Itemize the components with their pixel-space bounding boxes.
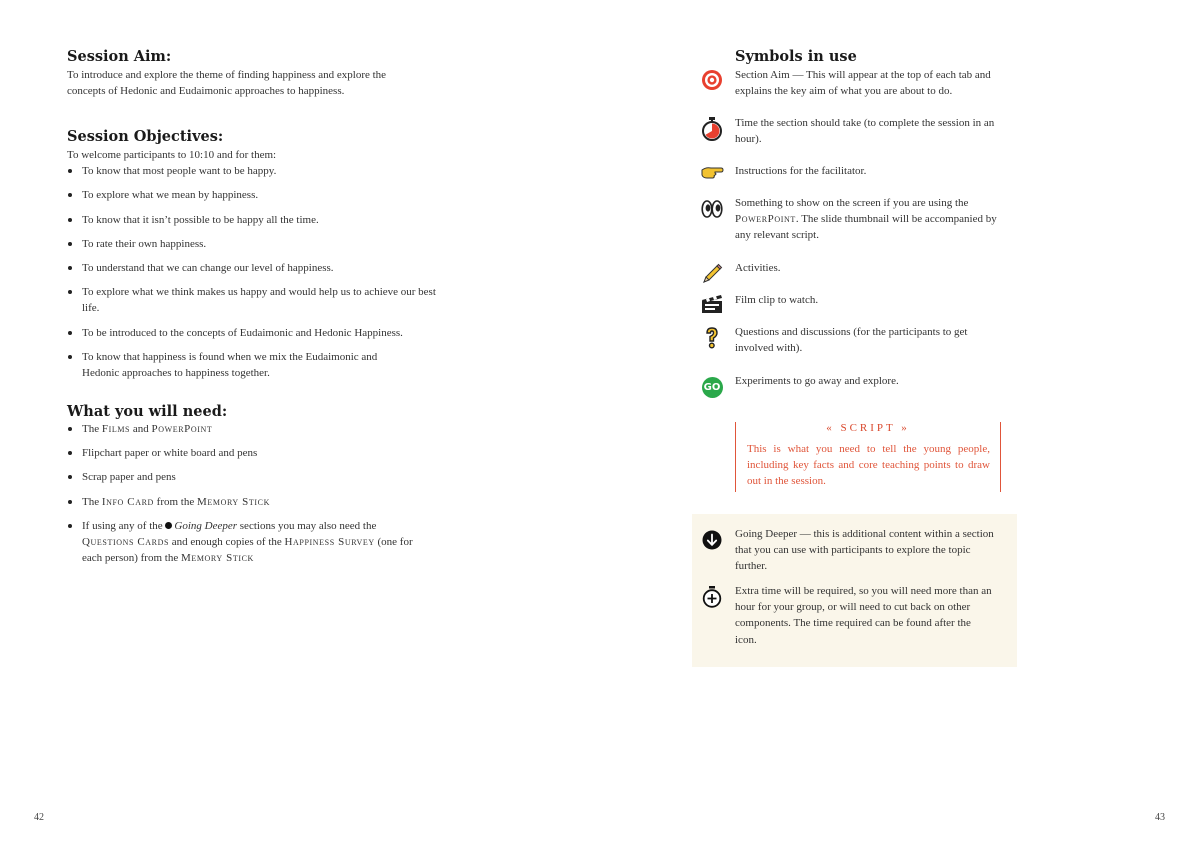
session-aim-heading: Session Aim:	[67, 48, 172, 65]
session-aim-section	[67, 48, 437, 99]
bullet-dot	[68, 242, 72, 246]
symbol-text: Questions and discussions (for the participants to get involved with).	[735, 326, 968, 355]
symbol-text: Instructions for the facilitator.	[735, 165, 867, 177]
symbol-text: Section Aim — This will appear at the top of each tab and explains the key aim of what you are about to do.	[735, 69, 991, 98]
session-objectives-heading: Session Objectives:	[67, 128, 224, 145]
objective-item: To understand that we can change our level of happiness.	[67, 260, 437, 276]
what-you-need-heading: What you will need:	[67, 403, 228, 420]
bullet-dot	[68, 218, 72, 222]
bullet-dot	[68, 451, 72, 455]
pencil-icon	[700, 262, 724, 286]
script-title: « SCRIPT »	[826, 422, 910, 434]
bullet-dot	[68, 427, 72, 431]
materials-item: Flipchart paper or white board and pens	[67, 445, 437, 461]
objective-item: To explore what we mean by happiness.	[67, 187, 437, 203]
going-deeper-panel	[692, 514, 1017, 667]
bullet-dot	[68, 331, 72, 335]
pointing-hand-icon	[700, 160, 724, 184]
symbol-text: Extra time will be required, so you will need more than an hour for your group, or will need to cut back on other components. The time required can be found after the icon.	[735, 585, 992, 646]
symbol-text: Time the section should take (to complete the session in an hour).	[735, 117, 995, 146]
bullet-dot	[68, 500, 72, 504]
bullet-dot	[68, 290, 72, 294]
symbol-text: Activities.	[735, 262, 781, 274]
objectives-list	[67, 163, 437, 381]
stopwatch-plus-icon	[700, 585, 724, 609]
session-objectives-section	[67, 128, 437, 389]
bullet-dot	[68, 266, 72, 270]
objective-item: To know that it isn’t possible to be happy all the time.	[67, 212, 437, 228]
what-you-need-section	[67, 403, 437, 574]
symbols-heading: Symbols in use	[735, 48, 857, 65]
bullet-dot	[68, 193, 72, 197]
bullet-dot	[68, 355, 72, 359]
go-icon-label: GO	[702, 377, 723, 398]
objectives-intro: To welcome participants to 10:10 and for them:	[67, 149, 277, 161]
page-number-left: 42	[34, 812, 44, 823]
bullet-dot	[68, 169, 72, 173]
arrow-down-circle-icon	[700, 528, 724, 552]
clapperboard-icon	[700, 292, 724, 316]
objective-item: To explore what we think makes us happy and would help us to achieve our best life.	[67, 284, 437, 316]
bullet-dot	[68, 475, 72, 479]
materials-list	[67, 421, 437, 566]
symbol-text: Experiments to go away and explore.	[735, 375, 899, 387]
question-mark-icon	[700, 326, 724, 350]
script-text: This is what you need to tell the young people, including key facts and core teaching points to draw out in the session.	[747, 443, 990, 488]
materials-item: If using any of the Going Deeper sections you may also need the Questions Cards and enough copies of the Happiness Survey (one for each person) from the Memory Stick	[67, 518, 427, 567]
objective-item: To know that most people want to be happy.	[67, 163, 437, 179]
materials-item: The Films and PowerPoint	[67, 421, 437, 437]
materials-item: Scrap paper and pens	[67, 469, 437, 485]
go-icon	[700, 375, 724, 399]
symbol-text: Film clip to watch.	[735, 294, 819, 306]
script-box	[735, 422, 1001, 492]
page-number-right: 43	[1155, 812, 1165, 823]
eyes-icon	[700, 197, 724, 221]
symbol-text: Something to show on the screen if you are using the PowerPoint. The slide thumbnail will be accompanied by any relevant script.	[735, 197, 997, 242]
going-deeper-icon	[165, 522, 172, 529]
objective-item: To be introduced to the concepts of Eudaimonic and Hedonic Happiness.	[67, 325, 437, 341]
objective-item: To know that happiness is found when we mix the Eudaimonic and Hedonic approaches to happiness together.	[67, 349, 397, 381]
target-icon	[700, 68, 724, 92]
bullet-dot	[68, 524, 72, 528]
session-aim-text: To introduce and explore the theme of finding happiness and explore the concepts of Hedonic and Eudaimonic approaches to happiness.	[67, 69, 387, 98]
materials-item: The Info Card from the Memory Stick	[67, 494, 437, 510]
stopwatch-icon	[700, 117, 724, 141]
symbol-text: Going Deeper — this is additional content within a section that you can use with participants to explore the topic further.	[735, 528, 994, 573]
objective-item: To rate their own happiness.	[67, 236, 437, 252]
